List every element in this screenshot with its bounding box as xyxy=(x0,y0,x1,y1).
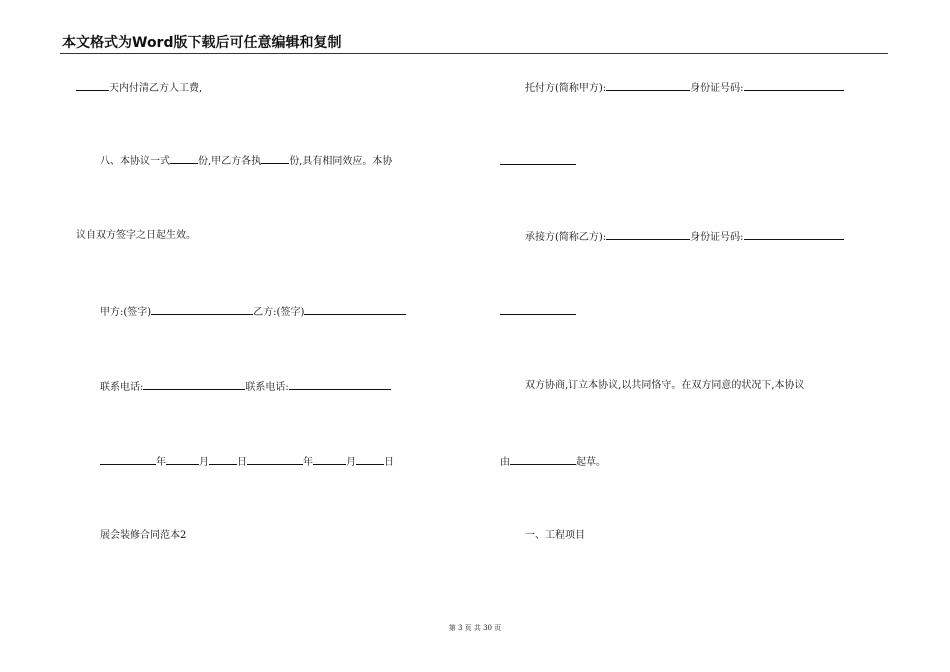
date-day-blank-a xyxy=(209,454,237,465)
contractor-id-label: 身份证号码: xyxy=(690,232,744,243)
client-name-blank xyxy=(606,80,690,91)
document-header-title: 本文格式为Word版下载后可任意编辑和复制 xyxy=(62,35,342,51)
drafter-blank xyxy=(510,454,576,465)
date-month-blank-a xyxy=(166,454,199,465)
header-divider xyxy=(60,53,888,54)
date-day-label-a: 日 xyxy=(237,457,247,468)
right-line-contractor xyxy=(525,229,844,245)
right-line-contractor-continued xyxy=(500,304,576,320)
date-month-blank-b xyxy=(313,454,346,465)
phone-blank-a xyxy=(143,379,245,390)
agreement-text: 双方协商,订立本协议,以共同恪守。在双方同意的状况下,本协议 xyxy=(525,380,805,391)
date-year-label-a: 年 xyxy=(156,457,166,468)
client-id-label: 身份证号码: xyxy=(690,83,744,94)
phone-label-b: 联系电话: xyxy=(245,382,289,393)
right-line-drafted xyxy=(500,454,606,470)
blank-copies-each xyxy=(261,153,289,164)
contractor-name-blank xyxy=(606,229,690,240)
phone-blank-b xyxy=(289,379,391,390)
client-label: 托付方(简称甲方): xyxy=(525,83,607,94)
contractor-id-continued-blank xyxy=(500,304,576,315)
project-item-title: 一、工程项目 xyxy=(525,530,585,541)
contractor-id-blank xyxy=(744,229,844,240)
payment-text: 天内付清乙方人工费, xyxy=(109,83,203,94)
party-b-signature-label: 乙方:(签字) xyxy=(253,307,305,318)
client-id-continued-blank xyxy=(500,154,576,165)
client-id-blank xyxy=(744,80,844,91)
date-month-label-b: 月 xyxy=(346,457,356,468)
left-line-effective: 议自双方签字之日起生效。 xyxy=(76,230,196,241)
drafted-by-suffix: 起草。 xyxy=(576,457,606,468)
drafted-by-prefix: 由 xyxy=(500,457,510,468)
left-line-phones xyxy=(100,379,391,395)
right-line-client xyxy=(525,80,844,96)
copies-text-a: 八、本协议一式 xyxy=(100,156,170,167)
party-a-signature-label: 甲方:(签字) xyxy=(100,307,152,318)
date-day-blank-b xyxy=(356,454,384,465)
phone-label-a: 联系电话: xyxy=(100,382,144,393)
right-line-client-continued xyxy=(500,154,576,170)
blank-copies-total xyxy=(170,153,198,164)
blank-days xyxy=(76,80,109,91)
left-line-copies xyxy=(100,153,392,169)
party-b-signature-blank xyxy=(304,304,406,315)
date-month-label-a: 月 xyxy=(199,457,209,468)
date-year-blank-b xyxy=(247,454,303,465)
party-a-signature-blank xyxy=(151,304,253,315)
left-line-payment xyxy=(76,80,202,96)
left-line-dates xyxy=(100,454,394,470)
copies-text-c: 份,具有相同效应。本协 xyxy=(289,156,393,167)
date-year-blank-a xyxy=(100,454,156,465)
section-title: 展会装修合同范本2 xyxy=(100,530,187,541)
page-number: 第 3 页 共 30 页 xyxy=(448,624,502,632)
date-year-label-b: 年 xyxy=(303,457,313,468)
left-line-signatures xyxy=(100,304,406,320)
date-day-label-b: 日 xyxy=(384,457,394,468)
copies-text-b: 份,甲乙方各执 xyxy=(198,156,262,167)
contractor-label: 承接方(简称乙方): xyxy=(525,232,607,243)
